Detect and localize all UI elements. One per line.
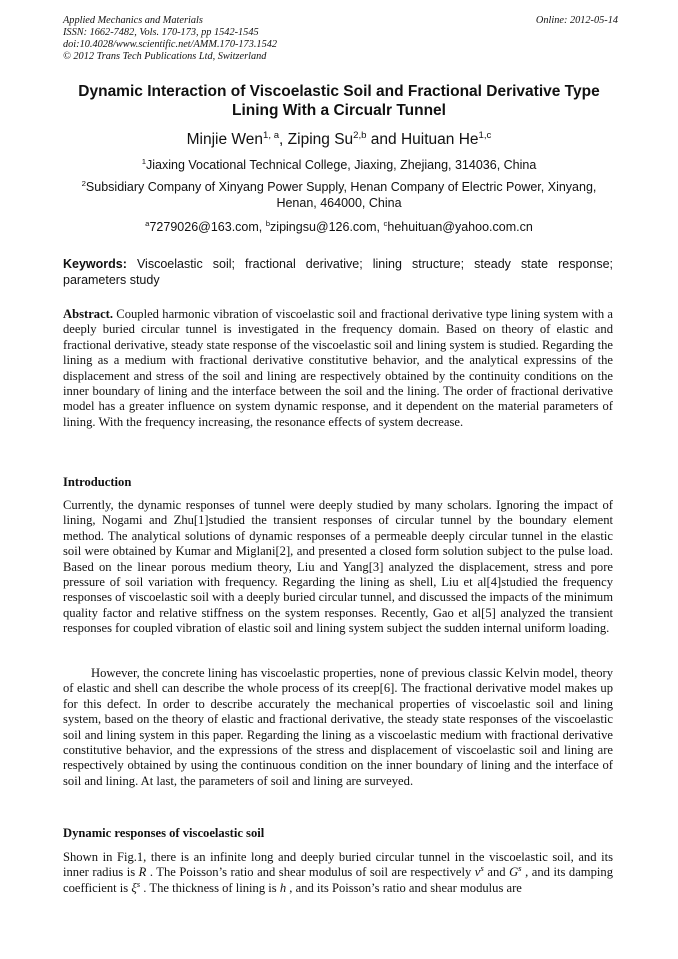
keywords-label: Keywords: bbox=[63, 257, 127, 271]
email-sup: b bbox=[265, 218, 271, 228]
email-link[interactable]: zipingsu@126.com, bbox=[270, 220, 384, 234]
body-text: Shown in Fig.1, there is an infinite long and deeply buried circular tunnel in the viscoelastic soil, and its inner radius is bbox=[63, 850, 613, 880]
doi-line: doi:10.4028/www.scientific.net/AMM.170-173.1542 bbox=[63, 39, 278, 50]
section-2-paragraph bbox=[63, 850, 613, 896]
email-link[interactable]: 7279026@163.com, bbox=[149, 220, 266, 234]
body-text: and bbox=[483, 865, 510, 880]
author-sup: 1, a bbox=[263, 129, 280, 141]
affiliation-text: Subsidiary Company of Xinyang Power Supply, Henan Company of Electric Power, Xinyang, bbox=[85, 180, 597, 194]
body-text: . The thickness of lining is bbox=[140, 880, 280, 895]
paper-title bbox=[40, 82, 638, 120]
author-name: Ziping Su bbox=[287, 131, 354, 148]
author-sup: 2,b bbox=[353, 129, 367, 141]
math-symbol-base: ξ bbox=[131, 880, 137, 895]
abstract-label: Abstract. bbox=[63, 307, 114, 321]
section-heading-introduction: Introduction bbox=[63, 475, 132, 489]
issn-line: ISSN: 1662-7482, Vols. 170-173, pp 1542-1545 bbox=[63, 27, 259, 38]
math-superscript: s bbox=[518, 863, 522, 874]
abstract bbox=[63, 307, 613, 430]
introduction-paragraph-2: However, the concrete lining has viscoelastic properties, none of previous classic Kelvin model, theory of elastic and shell can describe the whole process of its creep[6]. The fractional derivative model makes up for this defect. In order to describe accurately the mechanical properties of viscoelastic soil and lining system, based on the theory of elastic and fractional derivative, the steady state responses of the viscoelastic soil and lining system in this paper. Regarding the lining as a viscoelastic medium with fractional derivative constitutive behavior, and the expressions of the stress and displacement of viscoelastic soil and lining are respectively obtained by using the continuous condition on the inner boundary of lining and the interface of soil and lining. At last, the parameters of soil and lining are surveyed. bbox=[63, 666, 613, 788]
affiliation-text: Henan, 464000, China bbox=[276, 196, 402, 210]
math-symbol bbox=[131, 878, 141, 895]
math-symbol bbox=[509, 865, 522, 879]
affiliation-text: Jiaxing Vocational Technical College, Jiaxing, Zhejiang, 314036, China bbox=[146, 158, 537, 172]
math-symbol: h bbox=[279, 880, 287, 895]
section-heading-dynamic-responses: Dynamic responses of viscoelastic soil bbox=[63, 826, 265, 840]
math-superscript: s bbox=[136, 878, 141, 889]
author-separator: and bbox=[366, 131, 401, 148]
body-text: . The Poisson’s ratio and shear modulus of soil are respectively bbox=[146, 865, 475, 880]
introduction-paragraph-1: Currently, the dynamic responses of tunnel were deeply studied by many scholars. Ignoring the impact of lining, Nogami and Zhu[1]studied the transient responses of circular tunnel by the boundary element method. The analytical solutions of dynamic responses of a permeable deeply circular tunnel in the elastic soil were obtained by Kumar and Miglani[2], and presented a closed form solution subject to the pulse load. Based on the linear porous medium theory, Liu and Yang[3] analyzed the displacement, stress and pore pressure of soil variation with frequency. Regarding the lining as shell, Liu et al[4]studied the frequency responses of viscoelastic soil with a deeply buried circular tunnel, and discussed the impacts of the minimum quality factor and relative stiffness on the system responses. Recently, Gao et al[5] analyzed the transient responses for coupled vibration of elastic soil and lining system subject the sudden internal uniform loading. bbox=[63, 498, 613, 636]
author-list bbox=[40, 130, 638, 150]
author-name: Minjie Wen bbox=[186, 131, 264, 148]
math-symbol-base: v bbox=[474, 865, 481, 880]
journal-header bbox=[63, 15, 618, 63]
author-sup: 1,c bbox=[478, 129, 492, 141]
affiliation-2 bbox=[60, 179, 618, 211]
email-link[interactable]: hehuituan@yahoo.com.cn bbox=[387, 220, 533, 234]
body-text: , and its damping coefficient is bbox=[63, 865, 613, 895]
email-list bbox=[60, 219, 618, 235]
math-symbol bbox=[475, 865, 484, 879]
keywords bbox=[63, 257, 613, 288]
online-date: Online: 2012-05-14 bbox=[535, 15, 618, 26]
title-line-2: Lining With a Circualr Tunnel bbox=[232, 102, 446, 119]
abstract-text: Coupled harmonic vibration of viscoelastic soil and fractional derivative type lining system with a deeply buried circular tunnel is investigated in the frequency domain. Based on theory of elastic and fractional derivative, steady state response of the viscoelastic soil and lining system is studied. Regarding the lining as a medium with fractional derivative constitutive behavior, and the analytical expressins of the displacement and stress of the soil and lining are respectively obtained by the continuity conditions on the inner boundary of lining and the interface between the soil and the lining. The order of fractional derivative model has a greater influence on system dynamic response, and it dependent on the material parameters of lining. With the frequency increasing, the resonance effects of system decrease. bbox=[63, 307, 613, 429]
author-name: Huituan He bbox=[400, 131, 479, 148]
body-text: , and its Poisson’s ratio and shear modulus are bbox=[286, 880, 522, 895]
author-separator: , bbox=[279, 131, 288, 148]
email-sup: c bbox=[383, 218, 388, 228]
title-line-1: Dynamic Interaction of Viscoelastic Soil and Fractional Derivative Type bbox=[78, 83, 600, 100]
math-superscript: s bbox=[480, 863, 484, 874]
email-sup: a bbox=[145, 218, 150, 228]
affiliation-1 bbox=[60, 157, 618, 173]
journal-name: Applied Mechanics and Materials bbox=[63, 15, 203, 26]
keywords-text: Viscoelastic soil; fractional derivative; lining structure; steady state response; parameters study bbox=[63, 257, 613, 287]
math-symbol-base: G bbox=[509, 865, 519, 880]
affiliation-sup: 2 bbox=[81, 178, 86, 188]
affiliation-sup: 1 bbox=[141, 156, 146, 166]
math-symbol: R bbox=[138, 865, 147, 880]
copyright-line: © 2012 Trans Tech Publications Ltd, Switzerland bbox=[63, 51, 267, 62]
